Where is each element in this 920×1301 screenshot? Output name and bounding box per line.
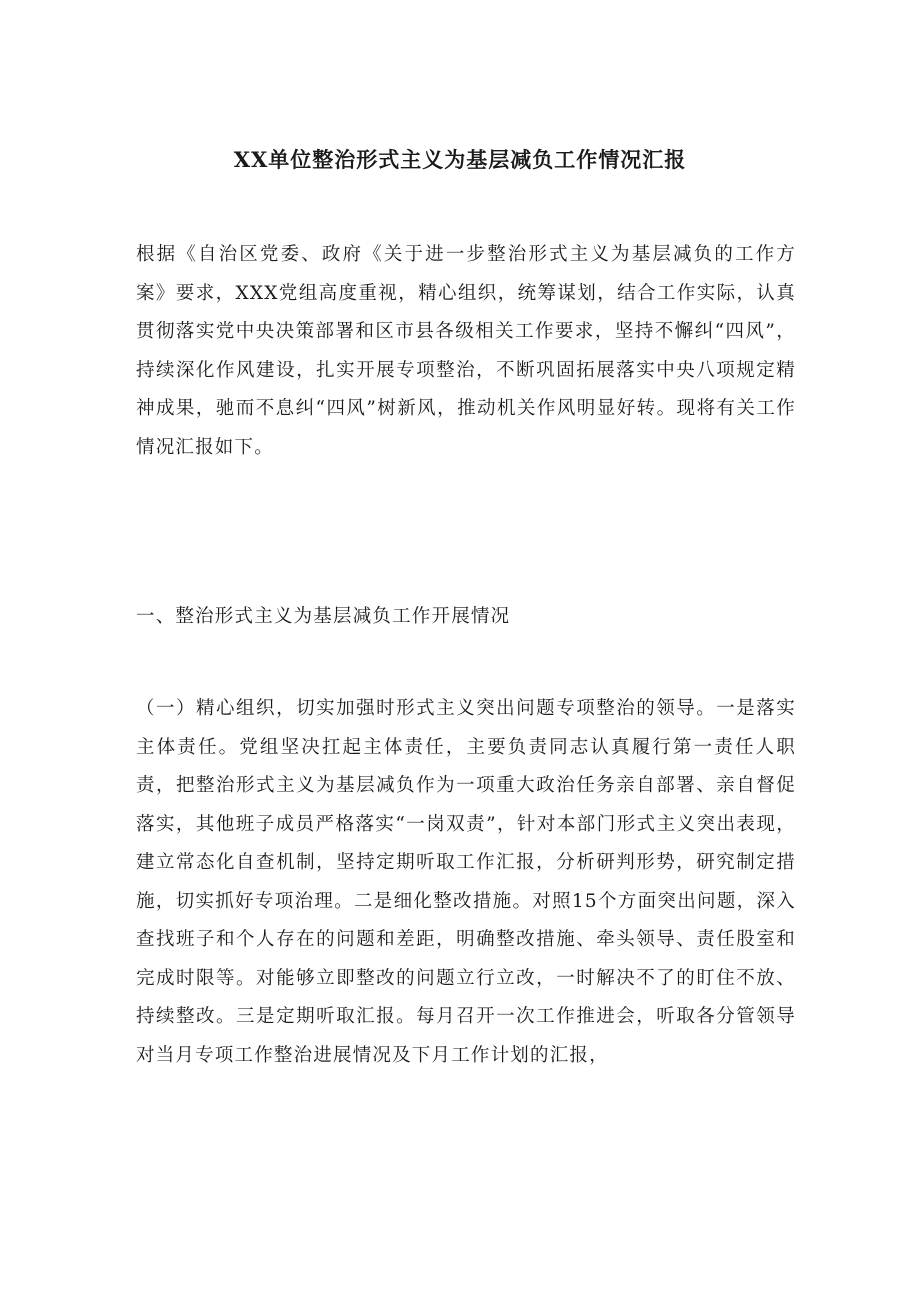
section-paragraph: （一）精心组织，切实加强时形式主义突出问题专项整治的领导。一是落实主体责任。党组坚决扛起主体责任，主要负责同志认真履行第一责任人职责，把整治形式主义为基层减负作为一项重大政治任务亲自部署、亲自督促落实，其他班子成员严格落实“一岗双责”，针对本部门形式主义突出表现，建立常态化自查机制，坚持定期听取工作汇报，分析研判形势，研究制定措施，切实抓好专项治理。二是细化整改措施。对照15个方面突出问题，深入查找班子和个人存在的问题和差距，明确整改措施、牵头领导、责任股室和完成时限等。对能够立即整改的问题立行立改，一时解决不了的盯住不放、持续整改。三是定期听取汇报。每月召开一次工作推进会，听取各分管领导对当月专项工作整治进展情况及下月工作计划的汇报，: [136, 698, 796, 1066]
document-title: XX单位整治形式主义为基层减负工作情况汇报: [233, 147, 687, 172]
intro-paragraph: 根据《自治区党委、政府《关于进一步整治形式主义为基层减负的工作方案》要求，XXX党组高度重视，精心组织，统筹谋划，结合工作实际，认真贯彻落实党中央决策部署和区市县各级相关工作要求，坚持不懈纠“四风”，持续深化作风建设，扎实开展专项整治，不断巩固拓展落实中央八项规定精神成果，驰而不息纠“四风”树新风，推动机关作风明显好转。现将有关工作情况汇报如下。: [136, 244, 796, 458]
section-heading: 一、整治形式主义为基层减负工作开展情况: [136, 606, 511, 627]
